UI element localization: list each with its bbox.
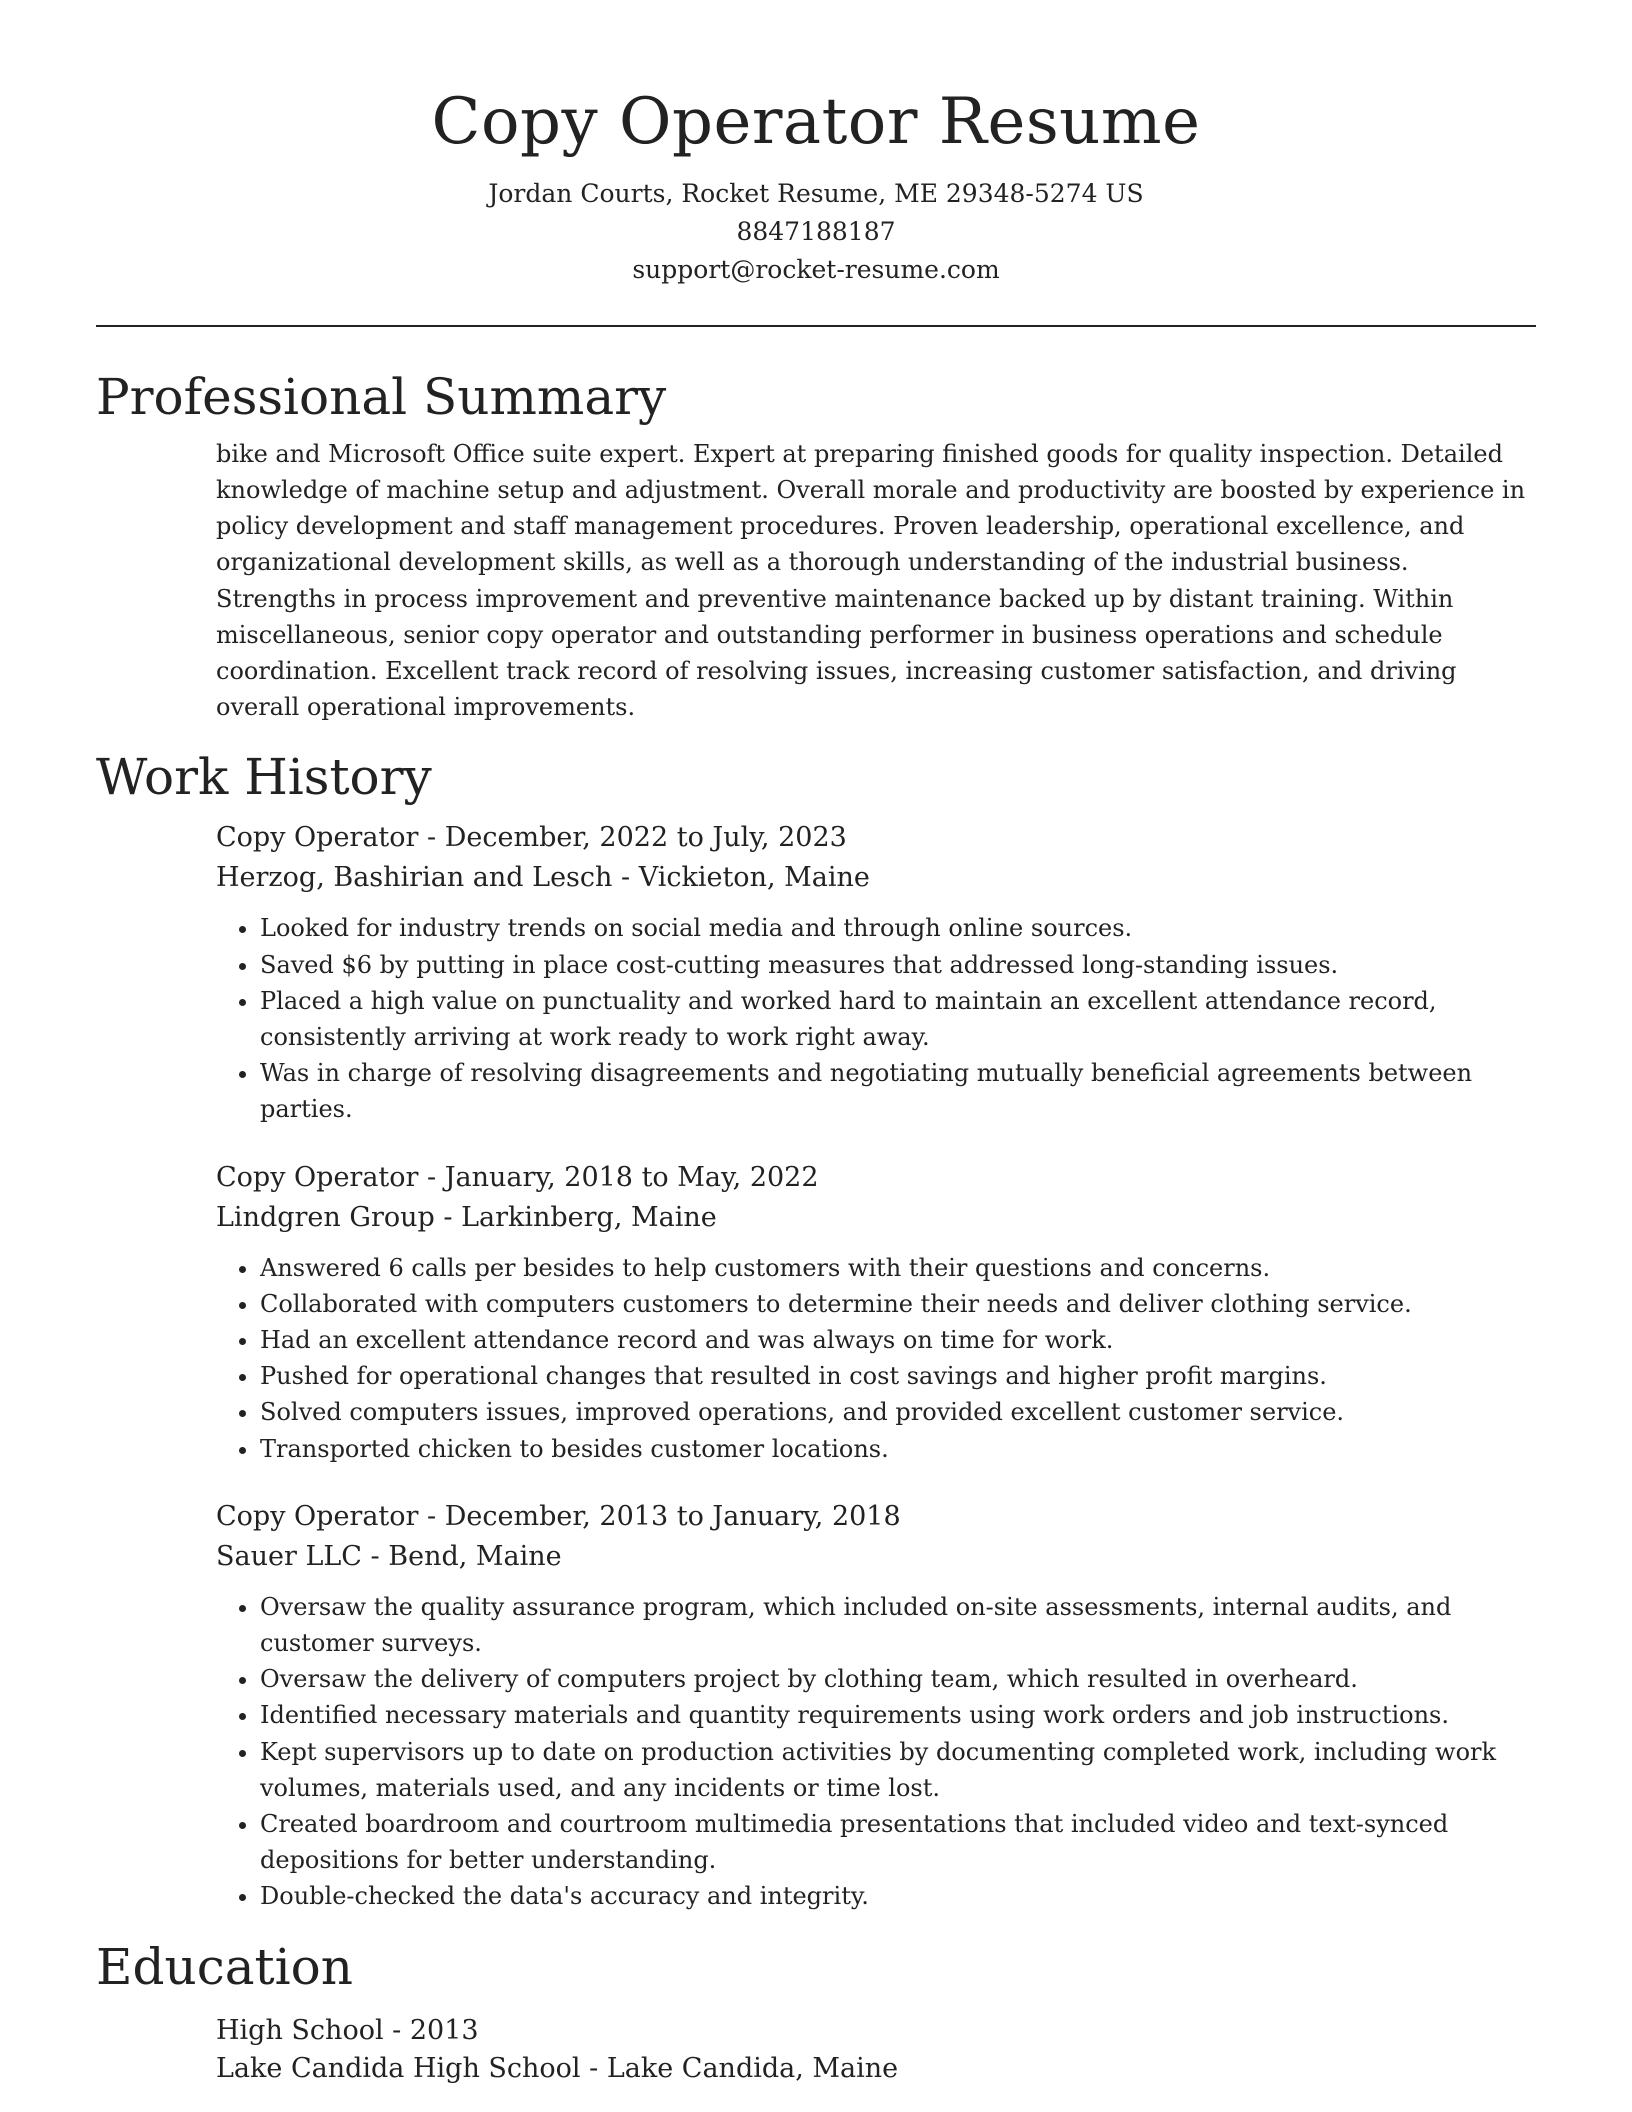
job-entry (216, 818, 1536, 1127)
education-section (96, 2012, 1536, 2088)
work-history-section (96, 818, 1536, 1914)
job-role-line: Copy Operator - December, 2013 to January, 2018 (216, 1500, 901, 1532)
job-bullet-list (216, 910, 1536, 1127)
contact-email: support@rocket-resume.com (632, 254, 1000, 284)
education-heading: Education (96, 1937, 353, 1996)
job-bullet: • Looked for industry trends on social media and through online sources. (260, 910, 1536, 946)
job-company-line: Herzog, Bashirian and Lesch - Vickieton, Maine (216, 862, 870, 894)
job-bullet: • Had an excellent attendance record and was always on time for work. (260, 1322, 1536, 1358)
job-role-line: Copy Operator - December, 2022 to July, 2023 (216, 822, 847, 854)
job-bullet: • Created boardroom and courtroom multimedia presentations that included video and text-synced depositions for better understanding. (260, 1806, 1536, 1878)
job-company-line: Sauer LLC - Bend, Maine (216, 1540, 562, 1572)
job-bullet: • Saved $6 by putting in place cost-cutting measures that addressed long-standing issues. (260, 947, 1536, 983)
education-school-line: Lake Candida High School - Lake Candida, Maine (216, 2052, 899, 2084)
resume-title: Copy Operator Resume (431, 85, 1201, 159)
education-degree-line: High School - 2013 (216, 2014, 479, 2046)
job-bullet: • Identified necessary materials and quantity requirements using work orders and job instructions. (260, 1697, 1536, 1733)
summary-text: bike and Microsoft Office suite expert. Expert at preparing finished goods for quality inspection. Detailed knowledge of machine setup and adjustment. Overall morale and productivity are boosted by experience in policy development and staff management procedures. Proven leadership, operational excellence, and organizational development skills, as well as a thorough understanding of the industrial business. Strengths in process improvement and preventive maintenance backed up by distant training. Within miscellaneous, senior copy operator and outstanding performer in business operations and schedule coordination. Excellent track record of resolving issues, increasing customer satisfaction, and driving overall operational improvements. (216, 439, 1526, 722)
job-bullet: • Answered 6 calls per besides to help customers with their questions and concerns. (260, 1250, 1536, 1286)
header-divider (96, 325, 1536, 327)
job-bullet: • Collaborated with computers customers to determine their needs and deliver clothing service. (260, 1286, 1536, 1322)
job-bullet: • Solved computers issues, improved operations, and provided excellent customer service. (260, 1394, 1536, 1430)
job-role-line: Copy Operator - January, 2018 to May, 2022 (216, 1161, 819, 1193)
contact-address: Jordan Courts, Rocket Resume, ME 29348-5274 US (488, 178, 1144, 208)
job-bullet: • Double-checked the data's accuracy and integrity. (260, 1878, 1536, 1914)
contact-phone: 8847188187 (736, 216, 896, 246)
job-bullet-list (216, 1589, 1536, 1915)
job-company-line: Lindgren Group - Larkinberg, Maine (216, 1201, 717, 1233)
job-bullet: • Oversaw the delivery of computers project by clothing team, which resulted in overheard. (260, 1661, 1536, 1697)
work-history-heading: Work History (96, 748, 432, 807)
job-bullet: • Was in charge of resolving disagreements and negotiating mutually beneficial agreements between parties. (260, 1055, 1536, 1127)
job-bullet: • Pushed for operational changes that resulted in cost savings and higher profit margins. (260, 1358, 1536, 1394)
job-entry (216, 1497, 1536, 1915)
summary-heading: Professional Summary (96, 367, 667, 426)
job-entry (216, 1158, 1536, 1467)
summary-section (96, 436, 1536, 726)
contact-block (96, 175, 1536, 289)
job-bullet: • Kept supervisors up to date on production activities by documenting completed work, including work volumes, materials used, and any incidents or time lost. (260, 1734, 1536, 1806)
job-bullet: • Transported chicken to besides customer locations. (260, 1431, 1536, 1467)
job-bullet: • Oversaw the quality assurance program, which included on-site assessments, internal audits, and customer surveys. (260, 1589, 1536, 1661)
job-bullet-list (216, 1250, 1536, 1467)
resume-header (96, 0, 1536, 289)
job-bullet: • Placed a high value on punctuality and worked hard to maintain an excellent attendance record, consistently arriving at work ready to work right away. (260, 983, 1536, 1055)
